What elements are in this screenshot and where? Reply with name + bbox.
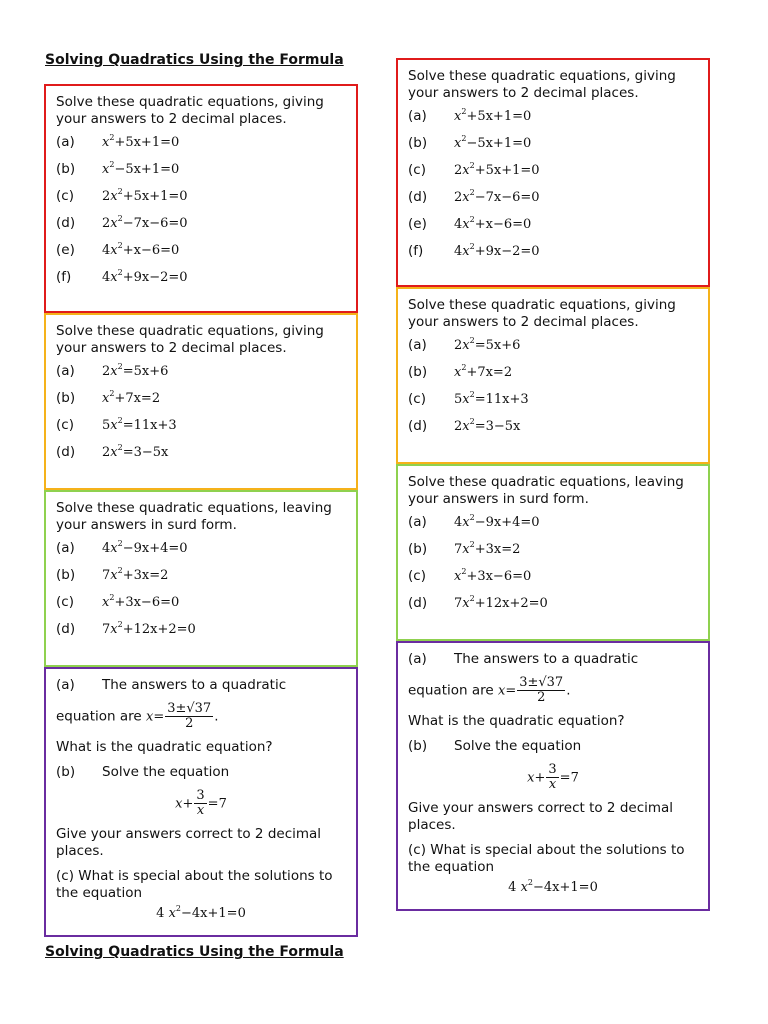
equation-rest: +3x−6=0 [114, 595, 180, 610]
question-equation [102, 270, 188, 285]
question-equation [454, 190, 540, 205]
problem-b-line [56, 764, 346, 781]
question-item [408, 189, 698, 216]
card-rearrange-left [44, 313, 358, 490]
equation-rest: +5x+1=0 [114, 135, 180, 150]
exponent: 2 [469, 161, 475, 170]
exponent: 2 [117, 539, 123, 548]
problem-c-equation [408, 880, 698, 895]
question-equation [454, 419, 520, 434]
fraction-numerator: 3±√37 [167, 701, 212, 716]
question-equation [102, 216, 188, 231]
question-label: (c) [56, 188, 74, 204]
exponent: 2 [469, 540, 475, 549]
question-equation [454, 596, 548, 611]
coefficient: 2 [454, 419, 463, 434]
question-label: (b) [56, 390, 76, 406]
question-label: (b) [408, 135, 428, 151]
card-rearrange-right [396, 287, 710, 464]
question-item [56, 444, 346, 471]
question-label: (c) [408, 162, 426, 178]
equation-rest: +x−6=0 [474, 217, 532, 232]
exponent: 2 [461, 107, 467, 116]
worksheet-title-bottom: Solving Quadratics Using the Formula [45, 944, 344, 960]
x-equals: x= [497, 683, 517, 699]
question-equation [454, 163, 540, 178]
question-label: (a) [56, 134, 75, 150]
question-item [408, 514, 698, 541]
card-instructions: Solve these quadratic equations, giving your answers to 2 decimal places. [408, 68, 676, 101]
equation-right: =7 [559, 770, 579, 786]
card-problems-right [396, 641, 710, 911]
equation-right: =7 [207, 796, 227, 812]
equation-rest: −5x+1=0 [114, 162, 180, 177]
fraction-numerator: 3 [548, 762, 557, 777]
equation-rest: −9x+4=0 [474, 515, 540, 530]
question-item [408, 216, 698, 243]
question-item [408, 595, 698, 622]
fraction-denominator: x [196, 803, 205, 818]
question-list [408, 108, 698, 270]
equation-rest: −9x+4=0 [122, 541, 188, 556]
equation-rest: +12x+2=0 [122, 622, 196, 637]
coefficient: 4 [454, 217, 463, 232]
exponent: 2 [117, 620, 123, 629]
exponent: 2 [117, 214, 123, 223]
equation-rest: +7x=2 [114, 391, 161, 406]
roots-fraction [165, 702, 213, 731]
equation-rest: +x−6=0 [122, 243, 180, 258]
question-equation [102, 391, 160, 406]
equation-rest: =5x+6 [122, 364, 169, 379]
equation-rest: +9x−2=0 [122, 270, 188, 285]
question-label: (d) [56, 215, 76, 231]
coefficient: 5 [454, 392, 463, 407]
exponent: 2 [469, 336, 475, 345]
problem-a-question: What is the quadratic equation? [408, 713, 625, 729]
problem-a-question: What is the quadratic equation? [56, 739, 273, 755]
question-list [56, 540, 346, 648]
question-item [408, 418, 698, 445]
variable: x [102, 595, 110, 610]
question-equation [102, 162, 179, 177]
question-label: (b) [408, 364, 428, 380]
coefficient: 2 [102, 216, 111, 231]
equation-rest: =11x+3 [122, 418, 177, 433]
question-label: (e) [56, 242, 75, 258]
card-surd-left [44, 490, 358, 667]
question-label: (a) [408, 108, 427, 124]
equation-rest: +3x−6=0 [466, 569, 532, 584]
period: . [214, 708, 219, 725]
question-equation [102, 243, 179, 258]
problem-a-label: (a) [408, 651, 427, 667]
question-label: (c) [408, 391, 426, 407]
question-label: (f) [56, 269, 72, 285]
card-decimal-six-right [396, 58, 710, 287]
exponent: 2 [175, 904, 182, 913]
question-label: (c) [56, 417, 74, 433]
problem-a-label: (a) [56, 677, 75, 693]
question-equation [454, 109, 531, 124]
question-equation [454, 365, 512, 380]
question-item [56, 161, 346, 188]
question-label: (a) [56, 363, 75, 379]
variable: x [110, 189, 118, 204]
equation-rest: −5x+1=0 [466, 136, 532, 151]
question-equation [454, 244, 540, 259]
exponent: 2 [469, 513, 475, 522]
problem-b-equation [408, 763, 698, 792]
question-item [56, 242, 346, 269]
problem-b-instruction: Give your answers correct to 2 decimal places. [408, 800, 674, 833]
question-equation [102, 541, 188, 556]
question-item [56, 363, 346, 390]
question-label: (c) [56, 594, 74, 610]
problem-a-line2 [56, 702, 346, 731]
question-equation [454, 217, 531, 232]
problem-b-line [408, 738, 698, 755]
variable: x [462, 596, 470, 611]
question-item [56, 215, 346, 242]
variable: x [110, 364, 118, 379]
problem-c-text: (c) What is special about the solutions to the equation [56, 868, 333, 901]
question-label: (a) [408, 514, 427, 530]
card-instructions: Solve these quadratic equations, giving your answers to 2 decimal places. [56, 323, 324, 356]
exponent: 2 [117, 443, 123, 452]
equation-rest: =3−5x [122, 445, 169, 460]
question-equation [454, 569, 531, 584]
fraction-numerator: 3 [196, 788, 205, 803]
variable: x [110, 568, 118, 583]
variable: x [462, 244, 470, 259]
exponent: 2 [109, 160, 115, 169]
equation-rest: +3x=2 [474, 542, 521, 557]
problem-a-text: The answers to a quadratic [102, 677, 287, 693]
question-label: (d) [56, 621, 76, 637]
exponent: 2 [461, 363, 467, 372]
fraction-denominator: x [548, 777, 557, 792]
question-item [56, 567, 346, 594]
variable: x [102, 162, 110, 177]
exponent: 2 [117, 187, 123, 196]
question-label: (b) [408, 541, 428, 557]
variable: x [462, 338, 470, 353]
exponent: 2 [109, 389, 115, 398]
card-surd-right [396, 464, 710, 641]
coefficient: 2 [454, 163, 463, 178]
question-item [56, 269, 346, 296]
equation-fraction [194, 789, 206, 818]
coefficient: 2 [102, 445, 111, 460]
equation-rest: =3−5x [474, 419, 521, 434]
equation-rest: −7x−6=0 [122, 216, 188, 231]
problem-b-label: (b) [56, 764, 76, 780]
question-label: (d) [56, 444, 76, 460]
coefficient: 4 [454, 515, 463, 530]
question-label: (a) [408, 337, 427, 353]
variable: x [462, 163, 470, 178]
equation-rest: +5x+1=0 [474, 163, 540, 178]
equation-rest: +9x−2=0 [474, 244, 540, 259]
question-item [56, 188, 346, 215]
question-equation [102, 135, 179, 150]
coefficient: 4 [102, 270, 111, 285]
coefficient: 5 [102, 418, 111, 433]
equation-rest: =11x+3 [474, 392, 529, 407]
question-label: (d) [408, 418, 428, 434]
problem-b-instruction: Give your answers correct to 2 decimal places. [56, 826, 322, 859]
question-label: (d) [408, 189, 428, 205]
variable: x [462, 190, 470, 205]
period: . [566, 682, 571, 699]
x-equals: x= [145, 709, 165, 725]
equation-rest: −4x+1=0 [181, 906, 246, 921]
fraction-denominator: 2 [537, 690, 546, 705]
exponent: 2 [117, 416, 123, 425]
coefficient: 4 [102, 541, 111, 556]
question-item [56, 417, 346, 444]
question-list [408, 337, 698, 445]
equation-rest: +12x+2=0 [474, 596, 548, 611]
variable: x [462, 515, 470, 530]
question-label: (b) [56, 567, 76, 583]
equation-left: x+ [527, 770, 546, 786]
exponent: 2 [117, 268, 123, 277]
variable: x [110, 243, 118, 258]
problem-a-text2: equation are [56, 708, 142, 725]
question-label: (f) [408, 243, 424, 259]
equation-left: x+ [175, 796, 194, 812]
variable: x [110, 216, 118, 231]
exponent: 2 [527, 878, 534, 887]
question-item [408, 541, 698, 568]
exponent: 2 [469, 188, 475, 197]
question-item [56, 621, 346, 648]
equation-rest: =5x+6 [474, 338, 521, 353]
question-equation [454, 515, 540, 530]
equation-rest: +7x=2 [466, 365, 513, 380]
variable: x [110, 418, 118, 433]
variable: x [462, 217, 470, 232]
card-decimal-six-left [44, 84, 358, 313]
question-equation [102, 418, 177, 433]
problem-a-text2: equation are [408, 682, 494, 699]
variable: x [110, 622, 118, 637]
question-item [56, 540, 346, 567]
exponent: 2 [117, 362, 123, 371]
coefficient: 2 [102, 189, 111, 204]
variable: x [454, 109, 462, 124]
question-equation [102, 622, 196, 637]
problem-b-text: Solve the equation [454, 738, 582, 754]
problem-a-text: The answers to a quadratic [454, 651, 639, 667]
problem-b-label: (b) [408, 738, 428, 754]
question-equation [102, 445, 168, 460]
variable: x [168, 906, 176, 921]
variable: x [102, 135, 110, 150]
problem-a-line2 [408, 676, 698, 705]
question-label: (b) [56, 161, 76, 177]
coefficient: 2 [102, 364, 111, 379]
coefficient: 4 [102, 243, 111, 258]
question-equation [454, 392, 529, 407]
question-list [408, 514, 698, 622]
question-list [56, 363, 346, 471]
exponent: 2 [469, 594, 475, 603]
question-item [408, 391, 698, 418]
variable: x [110, 270, 118, 285]
question-label: (c) [408, 568, 426, 584]
variable: x [462, 419, 470, 434]
question-label: (a) [56, 540, 75, 556]
fraction-denominator: 2 [185, 716, 194, 731]
variable: x [454, 569, 462, 584]
variable: x [110, 445, 118, 460]
variable: x [462, 392, 470, 407]
equation-rest: +5x+1=0 [466, 109, 532, 124]
question-item [408, 364, 698, 391]
question-equation [102, 595, 179, 610]
question-item [408, 568, 698, 595]
question-list [56, 134, 346, 296]
exponent: 2 [109, 593, 115, 602]
question-item [408, 162, 698, 189]
coefficient: 7 [102, 568, 111, 583]
exponent: 2 [117, 566, 123, 575]
problem-b-text: Solve the equation [102, 764, 230, 780]
question-equation [454, 136, 531, 151]
question-equation [102, 189, 188, 204]
coefficient: 7 [102, 622, 111, 637]
roots-fraction [517, 676, 565, 705]
problem-a-line1 [408, 651, 698, 668]
exponent: 2 [469, 417, 475, 426]
fraction-numerator: 3±√37 [519, 675, 564, 690]
coefficient: 2 [454, 190, 463, 205]
card-instructions: Solve these quadratic equations, leaving your answers in surd form. [408, 474, 684, 507]
equation-fraction [546, 763, 558, 792]
question-equation [454, 338, 520, 353]
exponent: 2 [461, 134, 467, 143]
exponent: 2 [109, 133, 115, 142]
coefficient: 7 [454, 542, 463, 557]
question-item [408, 243, 698, 270]
card-instructions: Solve these quadratic equations, leaving your answers in surd form. [56, 500, 332, 533]
question-item [408, 337, 698, 364]
equation-rest: +3x=2 [122, 568, 169, 583]
problem-a-line1 [56, 677, 346, 694]
coefficient: 2 [454, 338, 463, 353]
variable: x [454, 136, 462, 151]
variable: x [520, 880, 528, 895]
exponent: 2 [469, 242, 475, 251]
exponent: 2 [461, 567, 467, 576]
worksheet-title-top: Solving Quadratics Using the Formula [45, 52, 344, 68]
card-instructions: Solve these quadratic equations, giving your answers to 2 decimal places. [56, 94, 324, 127]
variable: x [454, 365, 462, 380]
problem-b-equation [56, 789, 346, 818]
question-label: (e) [408, 216, 427, 232]
question-item [56, 390, 346, 417]
problem-c-text: (c) What is special about the solutions to the equation [408, 842, 685, 875]
variable: x [110, 541, 118, 556]
question-item [408, 135, 698, 162]
coefficient: 4 [156, 906, 165, 921]
equation-rest: −4x+1=0 [533, 880, 598, 895]
question-label: (d) [408, 595, 428, 611]
exponent: 2 [117, 241, 123, 250]
problem-c-equation [56, 906, 346, 921]
equation-rest: −7x−6=0 [474, 190, 540, 205]
coefficient: 4 [454, 244, 463, 259]
equation-rest: +5x+1=0 [122, 189, 188, 204]
coefficient: 4 [508, 880, 517, 895]
coefficient: 7 [454, 596, 463, 611]
question-equation [454, 542, 520, 557]
exponent: 2 [469, 215, 475, 224]
variable: x [462, 542, 470, 557]
card-instructions: Solve these quadratic equations, giving your answers to 2 decimal places. [408, 297, 676, 330]
question-equation [102, 568, 168, 583]
exponent: 2 [469, 390, 475, 399]
question-item [56, 134, 346, 161]
card-problems-left [44, 667, 358, 937]
variable: x [102, 391, 110, 406]
question-item [408, 108, 698, 135]
question-equation [102, 364, 168, 379]
question-item [56, 594, 346, 621]
